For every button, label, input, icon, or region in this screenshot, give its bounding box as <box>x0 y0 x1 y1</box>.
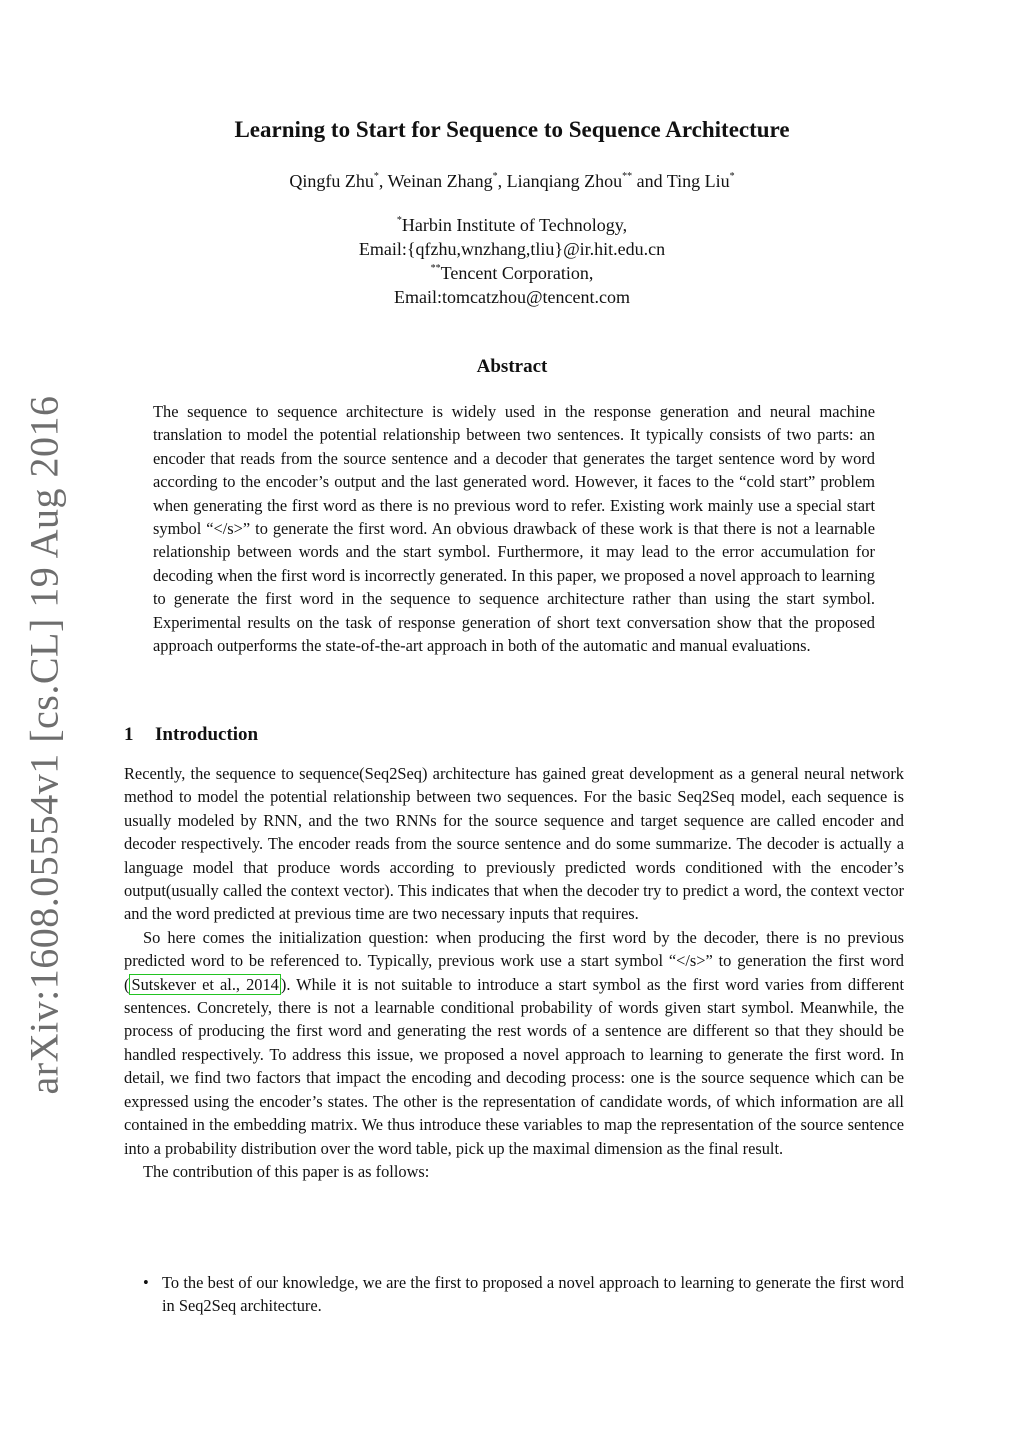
affiliation-mark: ** <box>430 263 441 274</box>
affiliation-hit <box>0 213 1024 237</box>
section-title: Introduction <box>155 724 259 745</box>
author-name: Qingfu Zhu <box>289 171 374 191</box>
author-list <box>0 171 1024 192</box>
affiliation-mark: ** <box>622 171 633 182</box>
citation-link[interactable]: Sutskever et al., 2014 <box>131 974 279 994</box>
affiliation-name: Tencent Corporation, <box>440 263 594 283</box>
paper-title: Learning to Start for Sequence to Sequence Architecture <box>234 117 790 142</box>
arxiv-identifier-stamp: arXiv:1608.05554v1 [cs.CL] 19 Aug 2016 <box>21 395 67 1095</box>
abstract-text: The sequence to sequence architecture is widely used in the response generation and neural machine translation to model the potential relationship between two sentences. It typically consists of two parts: an encoder that reads from the source sentence and a decoder that generates the target sentence word by word according to the encoder’s output and the last generated word. However, it faces to the “cold start” problem when generating the first word as there is no previous word to refer. Existing work mainly use a special start symbol “</s>” to generate the first word. An obvious drawback of these work is that there is not a learnable relationship between words and the start symbol. Furthermore, it may lead to the error accumulation for decoding when the first word is incorrectly generated. In this paper, we proposed a novel approach to learning to generate the first word in the sequence to sequence architecture rather than using the start symbol. Experimental results on the task of response generation of short text conversation show that the proposed approach outperforms the state-of-the-art approach in both of the automatic and manual evaluations. <box>153 402 875 656</box>
author-name: Ting Liu <box>666 171 730 191</box>
affiliations <box>0 213 1024 309</box>
paragraph <box>124 926 904 1160</box>
list-item <box>124 1271 904 1318</box>
affiliation-tencent <box>0 261 1024 285</box>
affiliation-email: Email:tomcatzhou@tencent.com <box>394 287 630 307</box>
paragraph: Recently, the sequence to sequence(Seq2Seq) architecture has gained great development as a general neural network method to model the potential relationship between two sequences. For the basic Seq2Seq model, each sequence is usually modeled by RNN, and the two RNNs for the source sequence and target sequence are called encoder and decoder respectively. The encoder reads from the source sentence and do some summarize. The decoder is actually a language model that produce words according to previously predicted words conditioned with the encoder’s output(usually called the context vector). This indicates that when the decoder try to predict a word, the context vector and the word predicted at previous time are two necessary inputs that requires. <box>124 764 904 924</box>
abstract-heading: Abstract <box>476 356 548 377</box>
affiliation-mark: * <box>396 215 402 226</box>
author-separator: , <box>497 171 507 191</box>
author-separator: and <box>632 171 667 191</box>
list-item-text: To the best of our knowledge, we are the first to proposed a novel approach to learning to generate the first word in Seq2Seq architecture. <box>162 1273 904 1316</box>
paragraph: The contribution of this paper is as follows: <box>143 1161 430 1181</box>
paragraph-text: ). While it is not suitable to introduce a start symbol as the first word varies from different sentences. Concretely, there is not a learnable conditional probability of words given start symbol. Meanwhile, the process of producing the first word and generating the rest words of a sentence are different so that they should be handled respectively. To address this issue, we proposed a novel approach to learning to generate the first word. In detail, we find two factors that impact the encoding and decoding process: one is the source sequence which can be expressed using the encoder’s states. The other is the representation of candidate words, of which information are all contained in the embedding matrix. We thus introduce these variables to map the representation of the source sentence into a probability distribution over the word table, pick up the maximal dimension as the final result. <box>124 974 905 1158</box>
section-body <box>124 762 904 1183</box>
affiliation-email: Email:{qfzhu,wnzhang,tliu}@ir.hit.edu.cn <box>358 239 666 259</box>
author-name: Weinan Zhang <box>387 171 493 191</box>
affiliation-mark: * <box>373 171 379 182</box>
affiliation-name: Harbin Institute of Technology, <box>401 215 628 235</box>
affiliation-mark: * <box>729 171 735 182</box>
affiliation-mark: * <box>492 171 498 182</box>
paragraph-text: So here comes the initialization question: when producing the first word by the decoder, there is no previous predicted word to be referenced to. Typically, previous work use a start symbol “</s>” to generation the first word ( <box>124 927 904 994</box>
bullet-icon: • <box>143 1273 149 1292</box>
author-name: Lianqiang Zhou <box>506 171 623 191</box>
section-number: 1 <box>124 724 134 745</box>
author-separator: , <box>378 171 388 191</box>
section-heading <box>124 724 258 746</box>
contribution-list <box>124 1271 904 1318</box>
